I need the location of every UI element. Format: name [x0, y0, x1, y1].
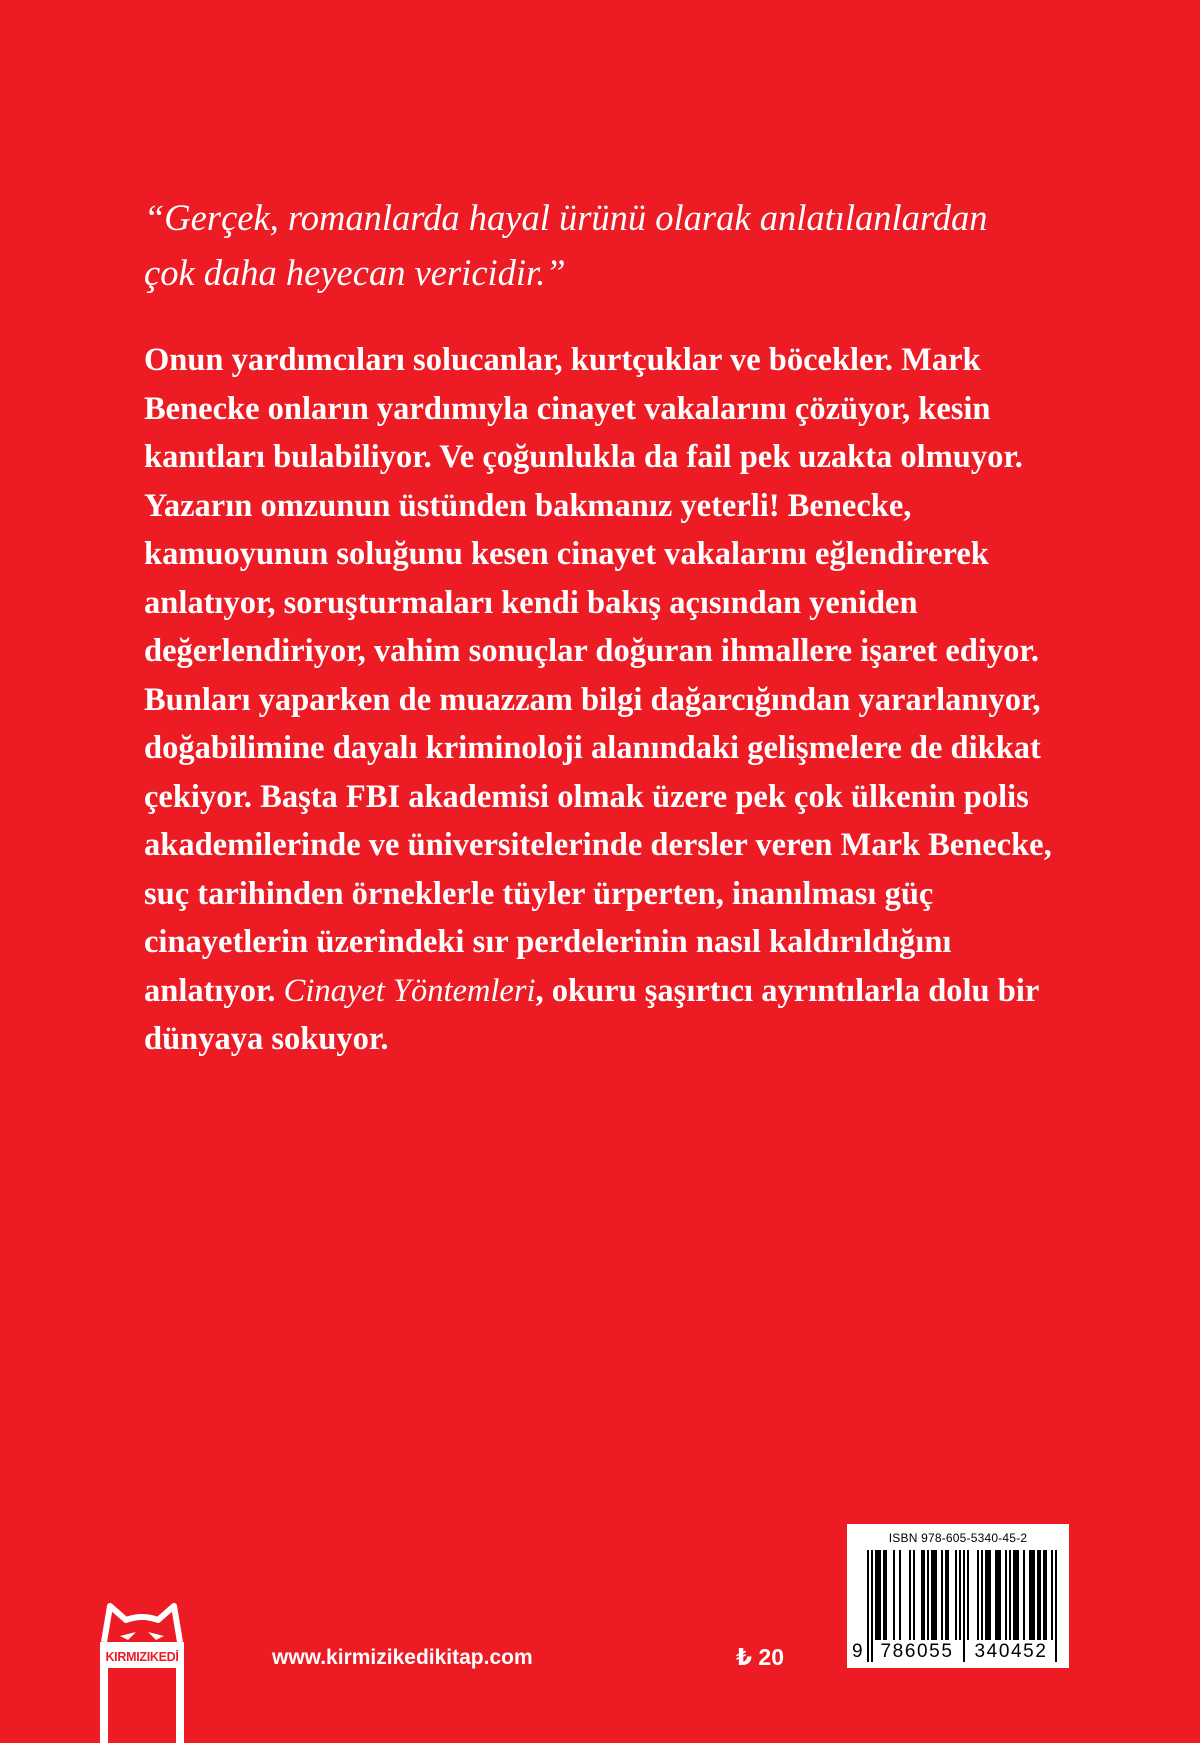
barcode-bar: [1017, 1550, 1019, 1642]
cat-box-icon: [96, 1596, 188, 1743]
publisher-logo: [96, 1596, 188, 1743]
barcode-bar: [1005, 1550, 1007, 1642]
barcode-bar: [1033, 1550, 1035, 1642]
barcode-bar: [945, 1550, 947, 1642]
barcode-bar: [885, 1550, 887, 1642]
epigraph-quote: “Gerçek, romanlarda hayal ürünü olarak anlatılanlardan çok daha heyecan vericidir.”: [144, 197, 988, 293]
barcode-bar: [1013, 1550, 1015, 1642]
barcode-bar: [877, 1550, 879, 1642]
barcode-bar: [989, 1550, 991, 1642]
barcode-bar: [893, 1550, 895, 1642]
barcode-bar: [985, 1550, 987, 1642]
barcode-bar: [947, 1550, 949, 1642]
barcode-digits-right: 340452: [967, 1640, 1055, 1664]
barcode-bar: [987, 1550, 989, 1642]
barcode-bar: [1039, 1550, 1041, 1642]
barcode-bar: [879, 1550, 881, 1642]
back-cover-text: [144, 190, 1074, 1064]
barcode-bar: [931, 1550, 933, 1642]
barcode-bar: [909, 1550, 911, 1642]
publisher-website[interactable]: www.kirmizikedikitap.com: [272, 1646, 533, 1669]
barcode-bar: [875, 1550, 877, 1642]
barcode-bar: [1045, 1550, 1047, 1642]
barcode-bar: [1015, 1550, 1017, 1642]
lira-icon: ₺: [736, 1644, 753, 1670]
price-tag: [736, 1644, 784, 1671]
barcode-bar: [1009, 1550, 1011, 1642]
publisher-name: KIRMIZIKEDİ: [105, 1650, 179, 1664]
barcode-bar: [899, 1550, 901, 1642]
price-amount: 20: [758, 1644, 784, 1670]
barcode-bar: [1023, 1550, 1025, 1642]
barcode-bar: [933, 1550, 935, 1642]
barcode-digits: [847, 1640, 1069, 1664]
barcode-bar: [923, 1550, 925, 1642]
barcode-bar: [913, 1550, 915, 1642]
barcode-bar: [1031, 1550, 1033, 1642]
barcode-bar: [883, 1550, 885, 1642]
barcode-bar: [977, 1550, 979, 1642]
blurb-text-end: , okuru şaşırtıcı ayrıntılarla dolu bir dünyaya sokuyor.: [144, 972, 1039, 1057]
isbn-label: ISBN 978-605-5340-45-2: [888, 1531, 1028, 1545]
barcode-bar: [997, 1550, 999, 1642]
barcode-bar: [995, 1550, 997, 1642]
barcode-digit-first: 9: [852, 1641, 863, 1662]
barcode-bar: [921, 1550, 923, 1642]
barcode-bar: [967, 1550, 969, 1642]
barcode-bar: [941, 1550, 943, 1642]
barcode-bar: [935, 1550, 937, 1642]
barcode-bar: [955, 1550, 957, 1642]
book-title: Cinayet Yöntemleri: [283, 972, 536, 1009]
isbn-barcode: [847, 1524, 1069, 1668]
barcode-bar: [999, 1550, 1001, 1642]
barcode-bar: [1043, 1550, 1045, 1642]
barcode-digits-left: 786055: [873, 1640, 961, 1664]
barcode-bar: [981, 1550, 983, 1642]
blurb-paragraph: [144, 336, 1074, 1064]
barcode-bar: [927, 1550, 929, 1642]
barcode-bar: [1037, 1550, 1039, 1642]
blurb-text-start: Onun yardımcıları solucanlar, kurtçuklar ve böcekler. Mark Benecke onların yardımıyla cinayet vakalarını çözüyor, kesin kanıtları bulabiliyor. Ve çoğunlukla da fail pek uzakta olmuyor. Yazarın omzunun üstünden bakmanız yeterli! Benecke, kamuoyunun soluğunu kesen cinayet vakalarını eğlendirerek anlatıyor, soruşturmaları kendi bakış açısından yeniden değerlendiriyor, vahim sonuçlar doğuran ihmallere işaret ediyor. Bunları yaparken de muazzam bilgi dağarcığından yararlanıyor, doğabilimine dayalı kriminoloji alanındaki gelişmelere de dikkat çekiyor. Başta FBI akademisi olmak üzere pek çok ülkenin polis akademilerinde ve üniversitelerinde dersler veren Mark Benecke, suç tarihinden örneklerle tüyler ürperten, inanılması güç cinayetlerin üzerindeki sır perdelerinin nasıl kaldırıldığını anlatıyor.: [144, 342, 1052, 1009]
barcode-bar: [1029, 1550, 1031, 1642]
